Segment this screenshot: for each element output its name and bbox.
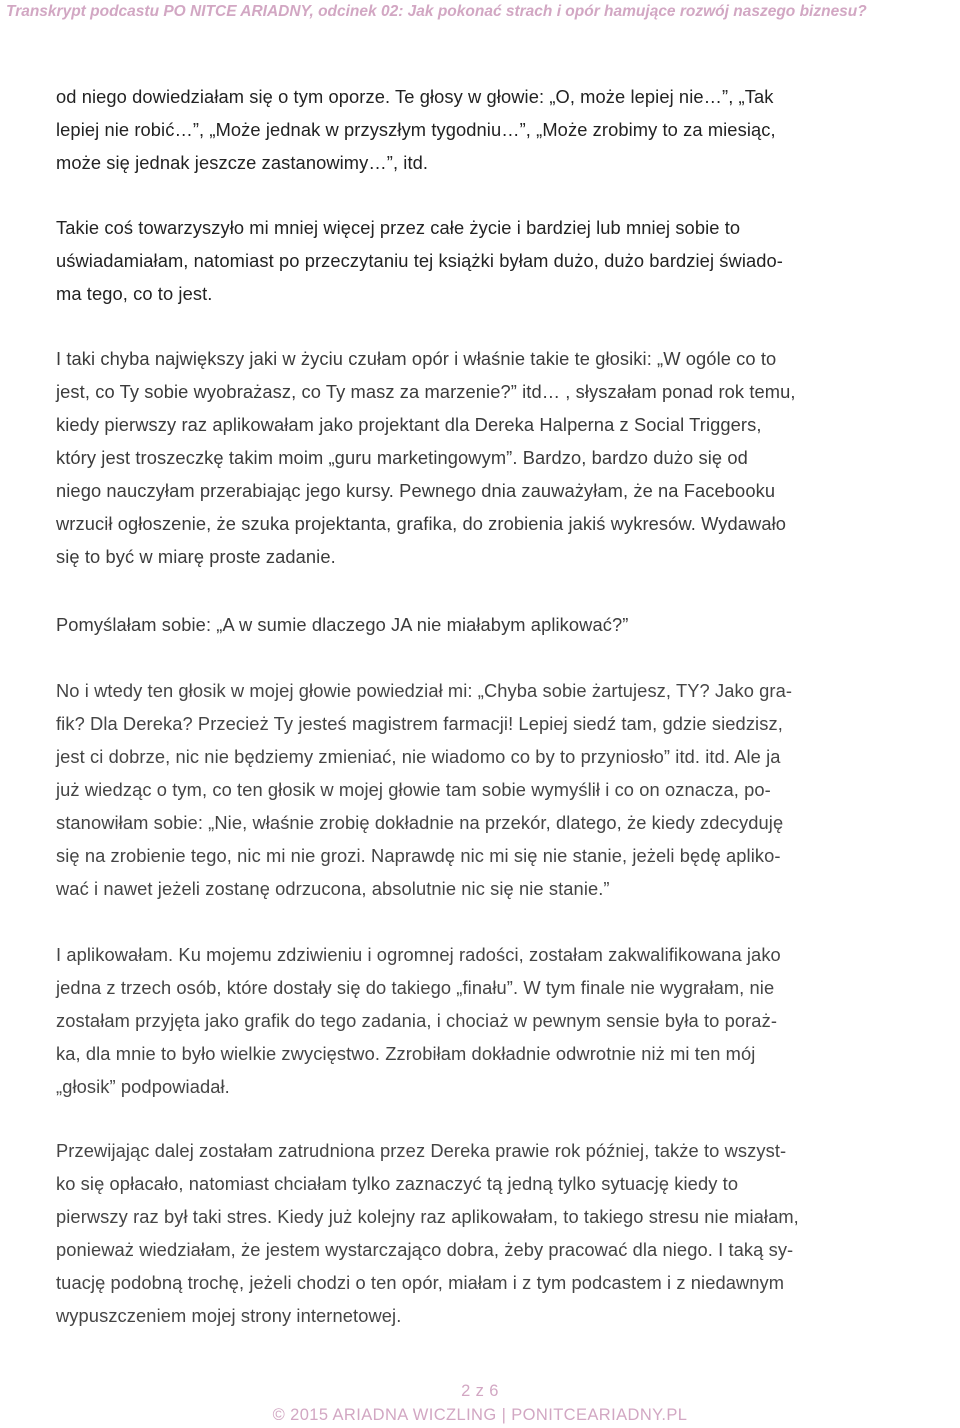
text-line: od niego dowiedziałam się o tym oporze. Te głosy w głowie: „O, może lepiej nie…”, „Tak bbox=[56, 86, 774, 107]
text-line: wypuszczeniem mojej strony internetowej. bbox=[56, 1305, 402, 1326]
text-line: I aplikowałam. Ku mojemu zdziwieniu i ogromnej radości, zostałam zakwalifikowana jako bbox=[56, 944, 781, 965]
paragraph-7 bbox=[56, 1134, 799, 1332]
paragraph-3 bbox=[56, 342, 796, 573]
text-line: jest ci dobrze, nic nie będziemy zmieniać, nie wiadomo co by to przyniosło” itd. itd. Ale ja bbox=[56, 746, 781, 767]
text-line: ponieważ wiedziałam, że jestem wystarczająco dobra, żeby pracować dla niego. I taką sy- bbox=[56, 1239, 794, 1260]
page-number: 2 z 6 bbox=[461, 1382, 499, 1400]
text-line: ko się opłacało, natomiast chciałam tylko zaznaczyć tą jedną tylko sytuację kiedy to bbox=[56, 1173, 739, 1194]
text-line: może się jednak jeszcze zastanowimy…”, itd. bbox=[56, 152, 429, 173]
text-line: zostałam przyjęta jako grafik do tego zadania, i chociaż w pewnym sensie była to poraż- bbox=[56, 1010, 778, 1031]
text-line: się to być w miarę proste zadanie. bbox=[56, 546, 336, 567]
text-line: kiedy pierwszy raz aplikowałam jako projektant dla Dereka Halperna z Social Triggers, bbox=[56, 414, 762, 435]
text-line: już wiedząc o tym, co ten głosik w mojej głowie tam sobie wymyślił i co on oznacza, po- bbox=[56, 779, 771, 800]
document-header-title: Transkrypt podcastu PO NITCE ARIADNY, odcinek 02: Jak pokonać strach i opór hamujące rozwój naszego biznesu? bbox=[6, 3, 867, 20]
text-line: się na zrobienie tego, nic mi nie grozi. Naprawdę nic mi się nie stanie, jeżeli będę apliko- bbox=[56, 845, 781, 866]
text-line: jest, co Ty sobie wyobrażasz, co Ty masz za marzenie?” itd… , słyszałam ponad rok temu, bbox=[56, 381, 796, 402]
text-line: niego nauczyłam przerabiając jego kursy. Pewnego dnia zauważyłam, że na Facebooku bbox=[56, 480, 776, 501]
text-line: lepiej nie robić…”, „Może jednak w przyszłym tygodniu…”, „Może zrobimy to za miesiąc, bbox=[56, 119, 776, 140]
text-line: jedna z trzech osób, które dostały się do takiego „finału”. W tym finale nie wygrałam, nie bbox=[56, 977, 775, 998]
paragraph-6 bbox=[56, 938, 781, 1103]
paragraph-5 bbox=[56, 674, 792, 905]
text-line: pierwszy raz był taki stres. Kiedy już kolejny raz aplikowałam, to takiego stresu nie miałam, bbox=[56, 1206, 799, 1227]
footer-copyright: © 2015 ARIADNA WICZLING | PONITCEARIADNY.PL bbox=[272, 1406, 688, 1424]
text-line: Takie coś towarzyszyło mi mniej więcej przez całe życie i bardziej lub mniej sobie to bbox=[56, 217, 741, 238]
text-line: ka, dla mnie to było wielkie zwycięstwo. Zzrobiłam dokładnie odwrotnie niż mi ten mój bbox=[56, 1043, 756, 1064]
paragraph-1 bbox=[56, 80, 776, 179]
text-line: fik? Dla Dereka? Przecież Ty jesteś magistrem farmacji! Lepiej siedź tam, gdzie siedzisz, bbox=[56, 713, 783, 734]
text-line: tuację podobną trochę, jeżeli chodzi o ten opór, miałam i z tym podcastem i z niedawnym bbox=[56, 1272, 785, 1293]
text-line: ma tego, co to jest. bbox=[56, 283, 213, 304]
text-line: wać i nawet jeżeli zostanę odrzucona, absolutnie nic się nie stanie.” bbox=[56, 878, 610, 899]
text-line: stanowiłam sobie: „Nie, właśnie zrobię dokładnie na przekór, dlatego, że kiedy zdecyduję bbox=[56, 812, 784, 833]
paragraph-2 bbox=[56, 211, 783, 310]
text-line: No i wtedy ten głosik w mojej głowie powiedział mi: „Chyba sobie żartujesz, TY? Jako gra- bbox=[56, 680, 793, 701]
text-line: który jest troszeczkę takim moim „guru marketingowym”. Bardzo, bardzo dużo się od bbox=[56, 447, 748, 468]
text-line: I taki chyba największy jaki w życiu czułam opór i właśnie takie te głosiki: „W ogóle co to bbox=[56, 348, 777, 369]
paragraph-4 bbox=[56, 608, 628, 641]
text-line: Pomyślałam sobie: „A w sumie dlaczego JA nie miałabym aplikować?” bbox=[56, 614, 629, 635]
text-line: Przewijając dalej zostałam zatrudniona przez Dereka prawie rok później, także to wszyst- bbox=[56, 1140, 787, 1161]
text-line: uświadamiałam, natomiast po przeczytaniu tej książki byłam dużo, dużo bardziej świado- bbox=[56, 250, 783, 271]
text-line: „głosik” podpowiadał. bbox=[56, 1076, 230, 1097]
text-line: wrzucił ogłoszenie, że szuka projektanta, grafika, do zrobienia jakiś wykresów. Wydawało bbox=[56, 513, 787, 534]
